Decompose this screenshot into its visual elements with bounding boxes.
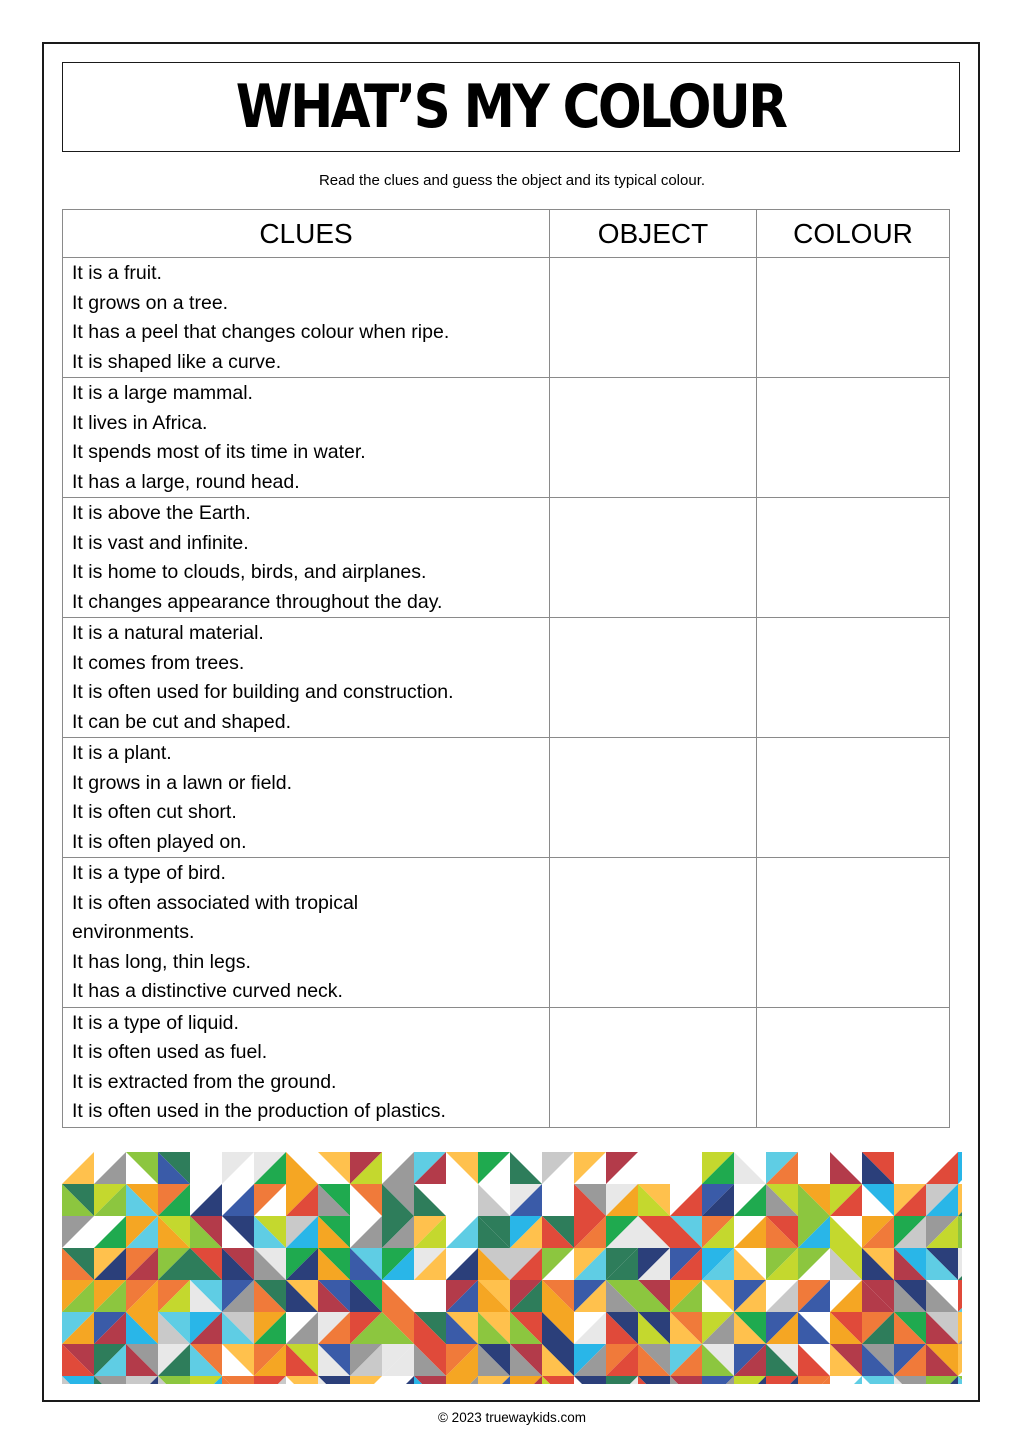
- pattern-triangle: [734, 1248, 766, 1280]
- clue-line: It grows on a tree.: [72, 291, 229, 314]
- colour-answer-cell[interactable]: [757, 618, 950, 738]
- pattern-triangle: [446, 1152, 478, 1184]
- pattern-triangle: [414, 1184, 446, 1216]
- pattern-triangle: [702, 1280, 734, 1312]
- pattern-triangle: [958, 1248, 962, 1280]
- table-row: [63, 738, 950, 858]
- object-answer-cell[interactable]: [550, 738, 757, 858]
- clue-line: It can be cut and shaped.: [72, 710, 291, 733]
- pattern-triangle: [478, 1184, 510, 1216]
- pattern-triangle: [222, 1184, 254, 1216]
- colour-answer-cell[interactable]: [757, 498, 950, 618]
- colour-answer-cell[interactable]: [757, 738, 950, 858]
- pattern-triangle: [958, 1312, 962, 1344]
- clue-line: It is extracted from the ground.: [72, 1070, 337, 1093]
- pattern-triangle: [958, 1280, 962, 1312]
- clue-line: It is above the Earth.: [72, 502, 251, 524]
- pattern-triangle: [766, 1280, 798, 1312]
- pattern-triangle: [542, 1152, 574, 1184]
- table-row: [63, 498, 950, 618]
- pattern-triangle: [830, 1280, 862, 1312]
- clue-line: It is a fruit.: [72, 262, 162, 284]
- clue-line: It is often associated with tropical environments.: [72, 891, 359, 943]
- pattern-triangle: [286, 1152, 318, 1184]
- pattern-triangle: [958, 1216, 962, 1248]
- clues-table: [62, 209, 950, 1128]
- pattern-triangle: [350, 1376, 382, 1384]
- pattern-triangle: [446, 1216, 478, 1248]
- clue-line: It is home to clouds, birds, and airplanes.: [72, 561, 427, 583]
- pattern-triangle: [734, 1184, 766, 1216]
- table-row: [63, 258, 950, 378]
- pattern-triangle: [798, 1312, 830, 1344]
- clue-line: It is often used for building and construction.: [72, 681, 454, 703]
- copyright-footer: © 2023 truewaykids.com: [437, 1410, 586, 1425]
- pattern-triangle: [478, 1152, 510, 1184]
- pattern-triangle: [606, 1152, 638, 1184]
- clue-line: It lives in Africa.: [72, 411, 208, 434]
- pattern-triangle: [126, 1152, 158, 1184]
- pattern-triangle: [286, 1376, 318, 1384]
- table-row: [63, 1007, 950, 1127]
- clue-line: It changes appearance throughout the day.: [72, 590, 443, 613]
- pattern-triangle: [254, 1184, 286, 1216]
- clues-cell: [63, 618, 550, 738]
- clue-line: It comes from trees.: [72, 651, 245, 674]
- pattern-triangle: [382, 1376, 414, 1384]
- clue-line: It is often cut short.: [72, 801, 237, 823]
- clue-line: It is often played on.: [72, 830, 247, 853]
- table-row: [63, 378, 950, 498]
- pattern-triangle: [798, 1344, 830, 1376]
- pattern-triangle: [926, 1280, 958, 1312]
- clues-cell: [63, 258, 550, 378]
- pattern-triangle: [862, 1376, 894, 1384]
- pattern-triangle: [222, 1216, 254, 1248]
- pattern-triangle: [382, 1152, 414, 1184]
- header-colour: COLOUR: [757, 210, 950, 258]
- pattern-triangle: [350, 1216, 382, 1248]
- pattern-triangle: [318, 1152, 350, 1184]
- clue-line: It has a distinctive curved neck.: [72, 980, 343, 1002]
- pattern-triangle: [286, 1312, 318, 1344]
- pattern-triangle: [94, 1216, 126, 1248]
- pattern-triangle: [222, 1152, 254, 1184]
- pattern-triangle: [62, 1216, 94, 1248]
- pattern-triangle: [62, 1152, 94, 1184]
- clue-line: It is often used as fuel.: [72, 1041, 268, 1063]
- object-answer-cell[interactable]: [550, 258, 757, 378]
- pattern-triangle: [382, 1280, 414, 1312]
- clue-line: It is a large mammal.: [72, 382, 253, 404]
- colour-answer-cell[interactable]: [757, 258, 950, 378]
- pattern-triangle: [350, 1184, 382, 1216]
- pattern-triangle: [190, 1184, 222, 1216]
- clue-line: It grows in a lawn or field.: [72, 771, 293, 794]
- pattern-triangle: [862, 1184, 894, 1216]
- table-row: [63, 858, 950, 1008]
- pattern-triangle: [670, 1184, 702, 1216]
- clue-line: It is vast and infinite.: [72, 531, 249, 554]
- clue-line: It is a natural material.: [72, 622, 264, 644]
- clue-line: It is often used in the production of plastics.: [72, 1100, 446, 1122]
- pattern-triangle: [734, 1152, 766, 1184]
- clue-line: It has a large, round head.: [72, 470, 300, 493]
- pattern-triangle: [958, 1152, 962, 1184]
- table-row: [63, 618, 950, 738]
- object-answer-cell[interactable]: [550, 1007, 757, 1127]
- object-answer-cell[interactable]: [550, 378, 757, 498]
- object-answer-cell[interactable]: [550, 858, 757, 1008]
- pattern-triangle: [510, 1152, 542, 1184]
- page-title: WHAT’S MY COLOUR: [236, 72, 786, 142]
- table-header-row: [63, 210, 950, 258]
- geometric-triangle-pattern: [62, 1152, 962, 1384]
- pattern-triangle: [222, 1344, 254, 1376]
- colour-answer-cell[interactable]: [757, 1007, 950, 1127]
- clue-line: It is a plant.: [72, 742, 172, 764]
- pattern-triangle: [798, 1248, 830, 1280]
- clues-cell: [63, 498, 550, 618]
- clue-line: It has long, thin legs.: [72, 950, 251, 973]
- pattern-triangle: [574, 1312, 606, 1344]
- pattern-triangle: [94, 1152, 126, 1184]
- header-object: OBJECT: [550, 210, 757, 258]
- header-clues: CLUES: [63, 210, 550, 258]
- colour-answer-cell[interactable]: [757, 858, 950, 1008]
- clues-cell: [63, 858, 550, 1008]
- pattern-triangle: [734, 1216, 766, 1248]
- clue-line: It is a type of liquid.: [72, 1011, 239, 1034]
- pattern-triangle: [574, 1376, 606, 1384]
- clue-line: It is shaped like a curve.: [72, 350, 282, 373]
- clues-cell: [63, 738, 550, 858]
- title-box: [62, 62, 960, 152]
- pattern-triangle: [574, 1152, 606, 1184]
- pattern-triangle: [446, 1248, 478, 1280]
- pattern-triangle: [926, 1152, 958, 1184]
- clues-cell: [63, 1007, 550, 1127]
- clue-line: It is a type of bird.: [72, 862, 226, 884]
- clue-line: It has a peel that changes colour when ripe.: [72, 321, 450, 343]
- object-answer-cell[interactable]: [550, 498, 757, 618]
- pattern-triangle: [958, 1184, 962, 1216]
- clue-line: It spends most of its time in water.: [72, 441, 366, 463]
- pattern-triangle: [542, 1248, 574, 1280]
- pattern-triangle: [830, 1216, 862, 1248]
- pattern-triangle: [958, 1344, 962, 1376]
- instructions: Read the clues and guess the object and its typical colour.: [318, 172, 706, 189]
- colour-answer-cell[interactable]: [757, 378, 950, 498]
- object-answer-cell[interactable]: [550, 618, 757, 738]
- clues-cell: [63, 378, 550, 498]
- pattern-triangle: [830, 1376, 862, 1384]
- pattern-triangle: [830, 1152, 862, 1184]
